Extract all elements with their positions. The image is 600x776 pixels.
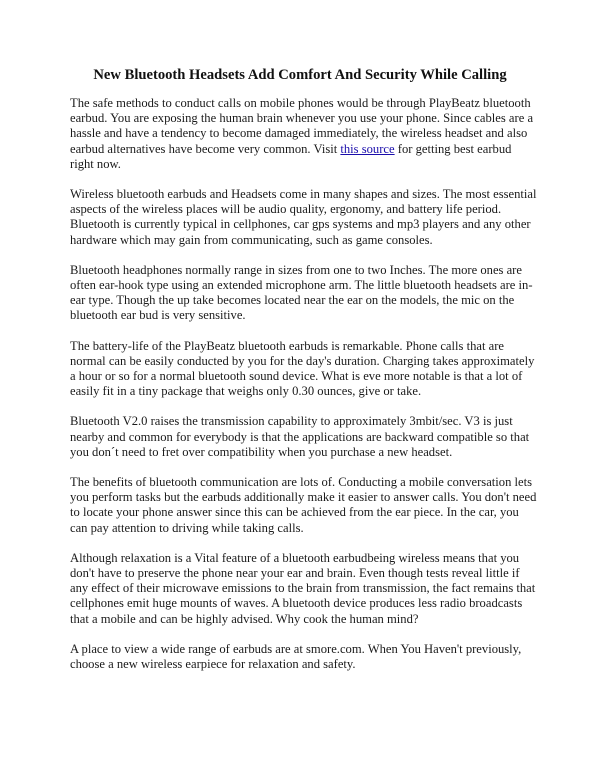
paragraph: Wireless bluetooth earbuds and Headsets come in many shapes and sizes. The most essential aspects of the wireless places will be audio quality, ergonomy, and battery life period. Bluetooth is currently typical in cellphones, car gps systems and mp3 players and any other hardware which may gain from communicating, such as game consoles. (70, 187, 537, 247)
paragraph: The benefits of bluetooth communication are lots of. Conducting a mobile conversation lets you perform tasks but the earbuds additionally make it easier to answer calls. You don't need to locate your phone answer since this can be achieved from the ear piece. In the car, you can pay attention to driving while taking calls. (70, 475, 537, 535)
this-source-link[interactable]: this source (340, 141, 395, 156)
document-title: New Bluetooth Headsets Add Comfort And Security While Calling (93, 67, 507, 83)
paragraph-intro-text-after: for getting best earbud right now. (70, 141, 512, 171)
paragraph: Although relaxation is a Vital feature of a bluetooth earbudbeing wireless means that you don't have to preserve the phone near your ear and brain. Even though tests reveal little if any effect of their microwave emissions to the brain from transmission, the fact remains that cellphones emit huge mounts of waves. A bluetooth device produces less radio broadcasts that a mobile and can be highly advised. Why cook the human mind? (70, 550, 536, 626)
paragraph: Bluetooth headphones normally range in sizes from one to two Inches. The more ones are often ear-hook type using an extended microphone arm. The little bluetooth headsets are in-ear type. Though the up take becomes located near the ear on the models, the mic on the bluetooth ear bud is very sensitive. (70, 262, 533, 323)
document-body (70, 96, 538, 687)
paragraph: Bluetooth V2.0 raises the transmission capability to approximately 3mbit/sec. V3 is just nearby and common for everybody is that the applications are backward compatible so that you don´t need to fret over compatibility when you purchase a new headset. (70, 414, 530, 459)
paragraph-intro (70, 96, 538, 172)
paragraph-intro-text-before: The safe methods to conduct calls on mobile phones would be through PlayBeatz bluetooth earbud. You are exposing the human brain whenever you use your phone. Since cables are a hassle and have a tendency to become damaged immediately, the wireless headset and also earbud alternatives have become very common. Visit (70, 96, 534, 156)
paragraph: The battery-life of the PlayBeatz bluetooth earbuds is remarkable. Phone calls that are normal can be easily conducted by you for the day's duration. Charging takes approximately a hour or so for a normal bluetooth sound device. What is eve more notable is that a lot of easily fit in a tiny package that weighs only 0.30 ounces, give or take. (70, 338, 535, 399)
paragraph: A place to view a wide range of earbuds are at smore.com. When You Haven't previously, choose a new wireless earpiece for relaxation and safety. (70, 641, 522, 672)
